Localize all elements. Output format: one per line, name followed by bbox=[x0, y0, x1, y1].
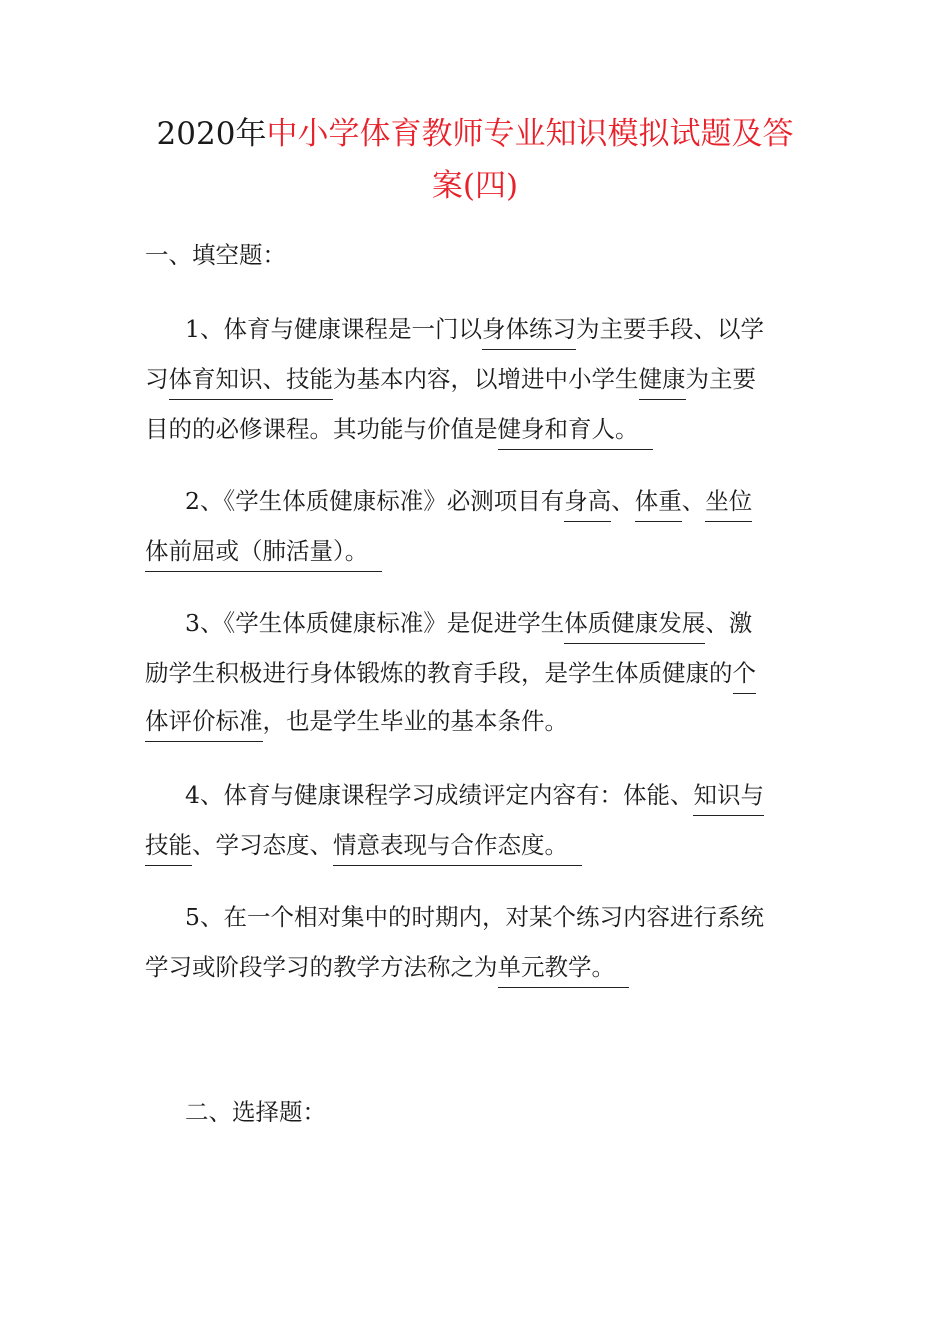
q2-answer-3-cont: 体前屈或（肺活量）。 bbox=[145, 537, 382, 572]
title-line-1 bbox=[140, 108, 810, 160]
q1-answer-1: 身体练习 bbox=[482, 315, 576, 350]
q4-text: 、学习态度、 bbox=[192, 831, 333, 859]
q1-line-3 bbox=[145, 414, 810, 444]
q3-line-1 bbox=[145, 608, 810, 638]
q3-text: 励学生积极进行身体锻炼的教育手段，是学生体质健康的 bbox=[145, 659, 733, 687]
q5-text: 学习或阶段学习的教学方法称之为 bbox=[145, 953, 498, 981]
q2-separator: 、 bbox=[681, 487, 706, 515]
q4-text: 4、体育与健康课程学习成绩评定内容有：体能、 bbox=[185, 781, 694, 809]
q1-text: 为主要手段、以学 bbox=[575, 315, 764, 343]
q4-answer-1-cont: 技能 bbox=[145, 831, 192, 866]
q3-line-3 bbox=[145, 706, 810, 736]
q1-text: 为基本内容，以增进中小学生 bbox=[333, 365, 639, 393]
q5-answer-1: 单元教学。 bbox=[498, 953, 630, 988]
q2-answer-3: 坐位 bbox=[705, 487, 752, 522]
q2-separator: 、 bbox=[611, 487, 635, 515]
q1-text: 习 bbox=[145, 365, 169, 393]
document-title bbox=[140, 108, 810, 212]
q2-answer-2: 体重 bbox=[635, 487, 682, 522]
title-year: 2020年 bbox=[156, 116, 267, 152]
q5-line-1: 5、在一个相对集中的时期内，对某个练习内容进行系统 bbox=[185, 903, 764, 931]
q4-answer-2: 情意表现与合作态度。 bbox=[333, 831, 582, 866]
q3-answer-1: 体质健康发展 bbox=[564, 609, 705, 644]
q1-text: 1、体育与健康课程是一门以 bbox=[185, 315, 482, 343]
q3-answer-2-cont: 体评价标准 bbox=[145, 707, 263, 742]
title-line-2 bbox=[140, 160, 810, 212]
q2-text: 2、《学生体质健康标准》必测项目有 bbox=[185, 487, 565, 515]
q3-text: 3、《学生体质健康标准》是促进学生 bbox=[185, 609, 565, 637]
q1-line-1 bbox=[145, 314, 810, 344]
q1-text: 目的的必修课程。其功能与价值是 bbox=[145, 415, 498, 443]
section-heading-fill-blank: 一、填空题： bbox=[145, 241, 286, 269]
q1-answer-3: 健康 bbox=[639, 365, 686, 400]
q5-line-2 bbox=[145, 952, 810, 982]
q1-answer-2: 体育知识、技能 bbox=[169, 365, 334, 400]
title-main: 中小学体育教师专业知识模拟试题及答 bbox=[266, 116, 794, 152]
q3-answer-2: 个 bbox=[733, 659, 757, 694]
q1-text: 为主要 bbox=[685, 365, 756, 393]
q3-text: ，也是学生毕业的基本条件。 bbox=[262, 707, 568, 735]
q4-line-2 bbox=[145, 830, 810, 860]
q4-line-1 bbox=[145, 780, 810, 810]
q3-line-2 bbox=[145, 658, 810, 688]
q1-line-2 bbox=[145, 364, 810, 394]
q3-text: 、激 bbox=[705, 609, 753, 637]
section-heading-multiple-choice: 二、选择题： bbox=[185, 1098, 326, 1126]
q2-answer-1: 身高 bbox=[564, 487, 611, 522]
q4-answer-1: 知识与 bbox=[693, 781, 764, 816]
q2-line-2 bbox=[145, 536, 810, 566]
title-main-cont: 案(四) bbox=[431, 168, 519, 204]
q1-answer-4: 健身和育人。 bbox=[498, 415, 653, 450]
q2-line-1 bbox=[145, 486, 810, 516]
